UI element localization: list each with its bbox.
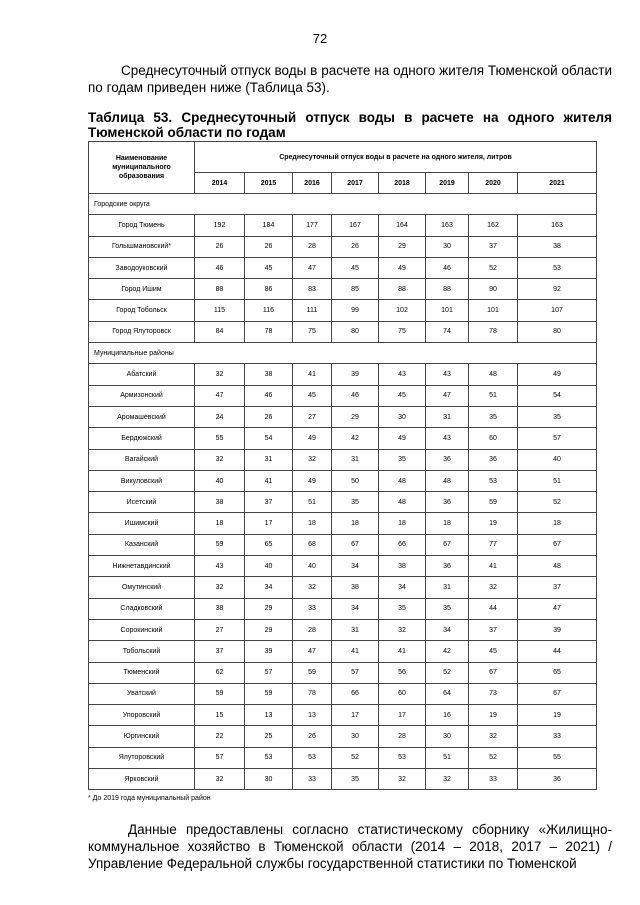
table-row	[89, 577, 597, 598]
value-cell: 167	[332, 215, 379, 236]
value-cell: 26	[293, 726, 332, 747]
value-cell: 37	[245, 492, 293, 513]
value-cell: 35	[379, 598, 426, 619]
value-cell: 80	[332, 321, 379, 342]
value-cell: 52	[518, 492, 597, 513]
value-cell: 17	[245, 513, 293, 534]
value-cell: 78	[469, 321, 518, 342]
value-cell: 35	[332, 492, 379, 513]
table-row	[89, 683, 597, 704]
value-cell: 34	[426, 619, 469, 640]
value-cell: 32	[195, 449, 245, 470]
value-cell: 111	[293, 300, 332, 321]
value-cell: 48	[518, 556, 597, 577]
value-cell: 77	[469, 534, 518, 555]
municipality-name: Казанский	[89, 534, 195, 555]
value-cell: 36	[469, 449, 518, 470]
table-row	[89, 406, 597, 427]
municipality-name: Юргинский	[89, 726, 195, 747]
municipality-name: Упоровский	[89, 705, 195, 726]
value-cell: 31	[332, 619, 379, 640]
value-cell: 19	[469, 513, 518, 534]
municipality-name: Голышмановский*	[89, 236, 195, 257]
value-cell: 37	[518, 577, 597, 598]
value-cell: 32	[293, 577, 332, 598]
value-cell: 107	[518, 300, 597, 321]
value-cell: 26	[332, 236, 379, 257]
value-cell: 26	[195, 236, 245, 257]
value-cell: 84	[195, 321, 245, 342]
table-row	[89, 300, 597, 321]
section-title: Городские округа	[89, 194, 597, 215]
value-cell: 59	[195, 534, 245, 555]
value-cell: 18	[379, 513, 426, 534]
value-cell: 52	[426, 662, 469, 683]
value-cell: 18	[518, 513, 597, 534]
year-header: 2017	[332, 173, 379, 194]
value-cell: 56	[379, 662, 426, 683]
municipality-name: Ялуторовский	[89, 747, 195, 768]
value-cell: 27	[293, 406, 332, 427]
value-cell: 88	[379, 279, 426, 300]
table-row	[89, 385, 597, 406]
value-cell: 39	[332, 364, 379, 385]
value-cell: 31	[426, 406, 469, 427]
table-row	[89, 705, 597, 726]
value-cell: 44	[518, 641, 597, 662]
table-row	[89, 279, 597, 300]
table-row	[89, 747, 597, 768]
municipality-name: Омутинский	[89, 577, 195, 598]
table-row	[89, 598, 597, 619]
value-cell: 31	[332, 449, 379, 470]
value-cell: 36	[426, 492, 469, 513]
value-cell: 33	[518, 726, 597, 747]
value-cell: 60	[379, 683, 426, 704]
value-cell: 46	[245, 385, 293, 406]
value-cell: 30	[245, 769, 293, 790]
value-cell: 36	[426, 556, 469, 577]
table-row	[89, 619, 597, 640]
value-cell: 57	[195, 747, 245, 768]
value-cell: 29	[245, 619, 293, 640]
table-row	[89, 662, 597, 683]
municipality-name: Ярковский	[89, 769, 195, 790]
value-cell: 35	[332, 769, 379, 790]
value-cell: 36	[518, 769, 597, 790]
section-row	[89, 343, 597, 364]
value-cell: 18	[195, 513, 245, 534]
value-cell: 83	[293, 279, 332, 300]
value-cell: 30	[379, 406, 426, 427]
value-cell: 53	[379, 747, 426, 768]
municipality-name: Город Ялуторовск	[89, 321, 195, 342]
value-cell: 51	[426, 747, 469, 768]
value-cell: 53	[518, 257, 597, 278]
value-cell: 18	[426, 513, 469, 534]
value-cell: 18	[293, 513, 332, 534]
value-cell: 184	[245, 215, 293, 236]
value-cell: 192	[195, 215, 245, 236]
value-cell: 102	[379, 300, 426, 321]
value-cell: 34	[332, 556, 379, 577]
value-cell: 17	[379, 705, 426, 726]
value-cell: 13	[245, 705, 293, 726]
table-row	[89, 534, 597, 555]
value-cell: 33	[293, 598, 332, 619]
value-cell: 32	[379, 769, 426, 790]
value-cell: 67	[332, 534, 379, 555]
year-header: 2015	[245, 173, 293, 194]
value-cell: 15	[195, 705, 245, 726]
year-header: 2019	[426, 173, 469, 194]
value-cell: 28	[293, 619, 332, 640]
table-body	[89, 194, 597, 790]
value-cell: 32	[469, 726, 518, 747]
table-row	[89, 513, 597, 534]
value-cell: 52	[332, 747, 379, 768]
value-cell: 40	[518, 449, 597, 470]
value-cell: 30	[426, 726, 469, 747]
value-cell: 46	[426, 257, 469, 278]
value-cell: 33	[469, 769, 518, 790]
table-row	[89, 364, 597, 385]
section-row	[89, 194, 597, 215]
municipality-name: Сладковский	[89, 598, 195, 619]
value-cell: 101	[469, 300, 518, 321]
value-cell: 32	[195, 769, 245, 790]
value-cell: 62	[195, 662, 245, 683]
value-cell: 65	[518, 662, 597, 683]
value-cell: 54	[518, 385, 597, 406]
value-cell: 57	[245, 662, 293, 683]
value-cell: 29	[379, 236, 426, 257]
municipality-name: Абатский	[89, 364, 195, 385]
value-cell: 57	[332, 662, 379, 683]
value-cell: 59	[293, 662, 332, 683]
municipality-name: Аромашевский	[89, 406, 195, 427]
value-cell: 41	[245, 470, 293, 491]
value-cell: 34	[245, 577, 293, 598]
value-cell: 40	[293, 556, 332, 577]
value-cell: 74	[426, 321, 469, 342]
value-cell: 50	[332, 470, 379, 491]
value-cell: 45	[469, 641, 518, 662]
value-cell: 49	[518, 364, 597, 385]
value-cell: 32	[195, 577, 245, 598]
value-cell: 39	[245, 641, 293, 662]
value-cell: 35	[469, 406, 518, 427]
page-number: 72	[312, 31, 328, 46]
value-cell: 19	[469, 705, 518, 726]
source-paragraph: Данные предоставлены согласно статистическому сборнику «Жилищно-коммунальное хозяйство в Тюменской области (2014 – 2018, 2017 – 2021) /Управление Федеральной службы государственной статистики по Тюменской	[88, 822, 612, 871]
value-cell: 92	[518, 279, 597, 300]
value-cell: 90	[469, 279, 518, 300]
value-cell: 13	[293, 705, 332, 726]
value-cell: 38	[332, 577, 379, 598]
value-cell: 34	[379, 577, 426, 598]
value-cell: 52	[469, 747, 518, 768]
table-row	[89, 769, 597, 790]
value-cell: 66	[332, 683, 379, 704]
value-cell: 32	[469, 577, 518, 598]
municipality-name: Город Ишим	[89, 279, 195, 300]
value-cell: 60	[469, 428, 518, 449]
municipality-name: Викуловский	[89, 470, 195, 491]
value-cell: 48	[426, 470, 469, 491]
value-cell: 31	[245, 449, 293, 470]
value-cell: 54	[245, 428, 293, 449]
value-cell: 39	[518, 619, 597, 640]
value-cell: 49	[293, 470, 332, 491]
year-header: 2014	[195, 173, 245, 194]
value-cell: 41	[332, 641, 379, 662]
municipality-name: Армизонский	[89, 385, 195, 406]
value-cell: 41	[379, 641, 426, 662]
value-cell: 47	[518, 598, 597, 619]
value-cell: 53	[293, 747, 332, 768]
value-cell: 36	[426, 449, 469, 470]
value-cell: 38	[195, 598, 245, 619]
table-row	[89, 236, 597, 257]
table-row	[89, 321, 597, 342]
table-row	[89, 726, 597, 747]
table-row	[89, 257, 597, 278]
value-cell: 99	[332, 300, 379, 321]
municipality-name: Город Тюмень	[89, 215, 195, 236]
year-header: 2021	[518, 173, 597, 194]
municipality-name: Город Тобольск	[89, 300, 195, 321]
year-header: 2018	[379, 173, 426, 194]
value-cell: 30	[426, 236, 469, 257]
table-row	[89, 492, 597, 513]
intro-paragraph: Среднесуточный отпуск воды в расчете на одного жителя Тюменской области по годам приведен ниже (Таблица 53).	[88, 63, 612, 95]
municipality-name: Ишимский	[89, 513, 195, 534]
municipality-name: Исетский	[89, 492, 195, 513]
year-header: 2020	[469, 173, 518, 194]
value-cell: 35	[426, 598, 469, 619]
name-column-header: Наименование муниципального образования	[89, 142, 195, 194]
value-cell: 47	[293, 641, 332, 662]
value-cell: 67	[426, 534, 469, 555]
value-cell: 78	[245, 321, 293, 342]
value-cell: 17	[332, 705, 379, 726]
value-cell: 47	[195, 385, 245, 406]
value-cell: 53	[245, 747, 293, 768]
value-cell: 30	[332, 726, 379, 747]
value-cell: 80	[518, 321, 597, 342]
value-cell: 55	[518, 747, 597, 768]
value-cell: 162	[469, 215, 518, 236]
municipality-name: Вагайский	[89, 449, 195, 470]
value-cell: 116	[245, 300, 293, 321]
value-cell: 41	[469, 556, 518, 577]
value-cell: 37	[195, 641, 245, 662]
municipality-name: Заводоуковский	[89, 257, 195, 278]
value-cell: 34	[332, 598, 379, 619]
value-cell: 24	[195, 406, 245, 427]
value-cell: 25	[245, 726, 293, 747]
table-row	[89, 641, 597, 662]
value-cell: 73	[469, 683, 518, 704]
value-cell: 52	[469, 257, 518, 278]
value-cell: 28	[293, 236, 332, 257]
value-cell: 55	[195, 428, 245, 449]
value-cell: 43	[426, 364, 469, 385]
value-cell: 164	[379, 215, 426, 236]
value-cell: 65	[245, 534, 293, 555]
value-cell: 38	[379, 556, 426, 577]
value-cell: 46	[195, 257, 245, 278]
value-cell: 37	[469, 236, 518, 257]
value-cell: 88	[195, 279, 245, 300]
table-row	[89, 449, 597, 470]
value-cell: 64	[426, 683, 469, 704]
value-cell: 53	[469, 470, 518, 491]
value-cell: 35	[518, 406, 597, 427]
table-row	[89, 428, 597, 449]
value-cell: 22	[195, 726, 245, 747]
municipality-name: Бердюжский	[89, 428, 195, 449]
value-cell: 31	[426, 577, 469, 598]
value-cell: 66	[379, 534, 426, 555]
value-cell: 75	[293, 321, 332, 342]
value-cell: 67	[518, 683, 597, 704]
value-cell: 38	[245, 364, 293, 385]
value-cell: 47	[293, 257, 332, 278]
municipality-name: Сорокинский	[89, 619, 195, 640]
value-cell: 28	[379, 726, 426, 747]
table-row	[89, 215, 597, 236]
value-cell: 59	[195, 683, 245, 704]
value-cell: 43	[426, 428, 469, 449]
value-cell: 75	[379, 321, 426, 342]
value-cell: 57	[518, 428, 597, 449]
value-cell: 45	[293, 385, 332, 406]
value-cell: 59	[469, 492, 518, 513]
value-cell: 42	[332, 428, 379, 449]
value-cell: 26	[245, 406, 293, 427]
value-cell: 42	[426, 641, 469, 662]
value-cell: 48	[379, 492, 426, 513]
value-cell: 45	[245, 257, 293, 278]
value-cell: 45	[379, 385, 426, 406]
value-cell: 49	[379, 257, 426, 278]
value-cell: 88	[426, 279, 469, 300]
value-cell: 26	[245, 236, 293, 257]
municipality-name: Тюменский	[89, 662, 195, 683]
value-cell: 38	[195, 492, 245, 513]
value-cell: 86	[245, 279, 293, 300]
value-cell: 43	[379, 364, 426, 385]
table-row	[89, 556, 597, 577]
value-cell: 48	[379, 470, 426, 491]
table-row	[89, 470, 597, 491]
value-cell: 37	[469, 619, 518, 640]
value-cell: 19	[518, 705, 597, 726]
section-title: Муниципальные районы	[89, 343, 597, 364]
value-cell: 16	[426, 705, 469, 726]
value-cell: 41	[293, 364, 332, 385]
value-cell: 163	[426, 215, 469, 236]
value-cell: 47	[426, 385, 469, 406]
municipality-name: Тобольский	[89, 641, 195, 662]
year-header: 2016	[293, 173, 332, 194]
table-caption: Таблица 53. Среднесуточный отпуск воды в расчете на одного жителя Тюменской области по годам	[88, 110, 612, 140]
value-cell: 68	[293, 534, 332, 555]
value-cell: 59	[245, 683, 293, 704]
value-cell: 27	[195, 619, 245, 640]
value-cell: 44	[469, 598, 518, 619]
value-cell: 32	[426, 769, 469, 790]
value-cell: 40	[195, 470, 245, 491]
municipality-name: Уватский	[89, 683, 195, 704]
value-cell: 45	[332, 257, 379, 278]
value-cell: 51	[293, 492, 332, 513]
value-group-header: Среднесуточный отпуск воды в расчете на одного жителя, литров	[195, 142, 597, 173]
value-cell: 38	[518, 236, 597, 257]
value-cell: 35	[379, 449, 426, 470]
value-cell: 49	[293, 428, 332, 449]
value-cell: 85	[332, 279, 379, 300]
value-cell: 40	[245, 556, 293, 577]
value-cell: 177	[293, 215, 332, 236]
municipality-name: Нижнетавдинский	[89, 556, 195, 577]
value-cell: 32	[293, 449, 332, 470]
value-cell: 32	[195, 364, 245, 385]
value-cell: 43	[195, 556, 245, 577]
value-cell: 48	[469, 364, 518, 385]
value-cell: 101	[426, 300, 469, 321]
value-cell: 67	[469, 662, 518, 683]
value-cell: 163	[518, 215, 597, 236]
value-cell: 51	[469, 385, 518, 406]
value-cell: 78	[293, 683, 332, 704]
water-supply-table	[88, 141, 597, 790]
value-cell: 29	[245, 598, 293, 619]
value-cell: 115	[195, 300, 245, 321]
value-cell: 18	[332, 513, 379, 534]
value-cell: 49	[379, 428, 426, 449]
value-cell: 46	[332, 385, 379, 406]
value-cell: 32	[379, 619, 426, 640]
value-cell: 33	[293, 769, 332, 790]
table-footnote: * До 2019 года муниципальный район	[88, 795, 211, 802]
value-cell: 67	[518, 534, 597, 555]
value-cell: 29	[332, 406, 379, 427]
value-cell: 51	[518, 470, 597, 491]
